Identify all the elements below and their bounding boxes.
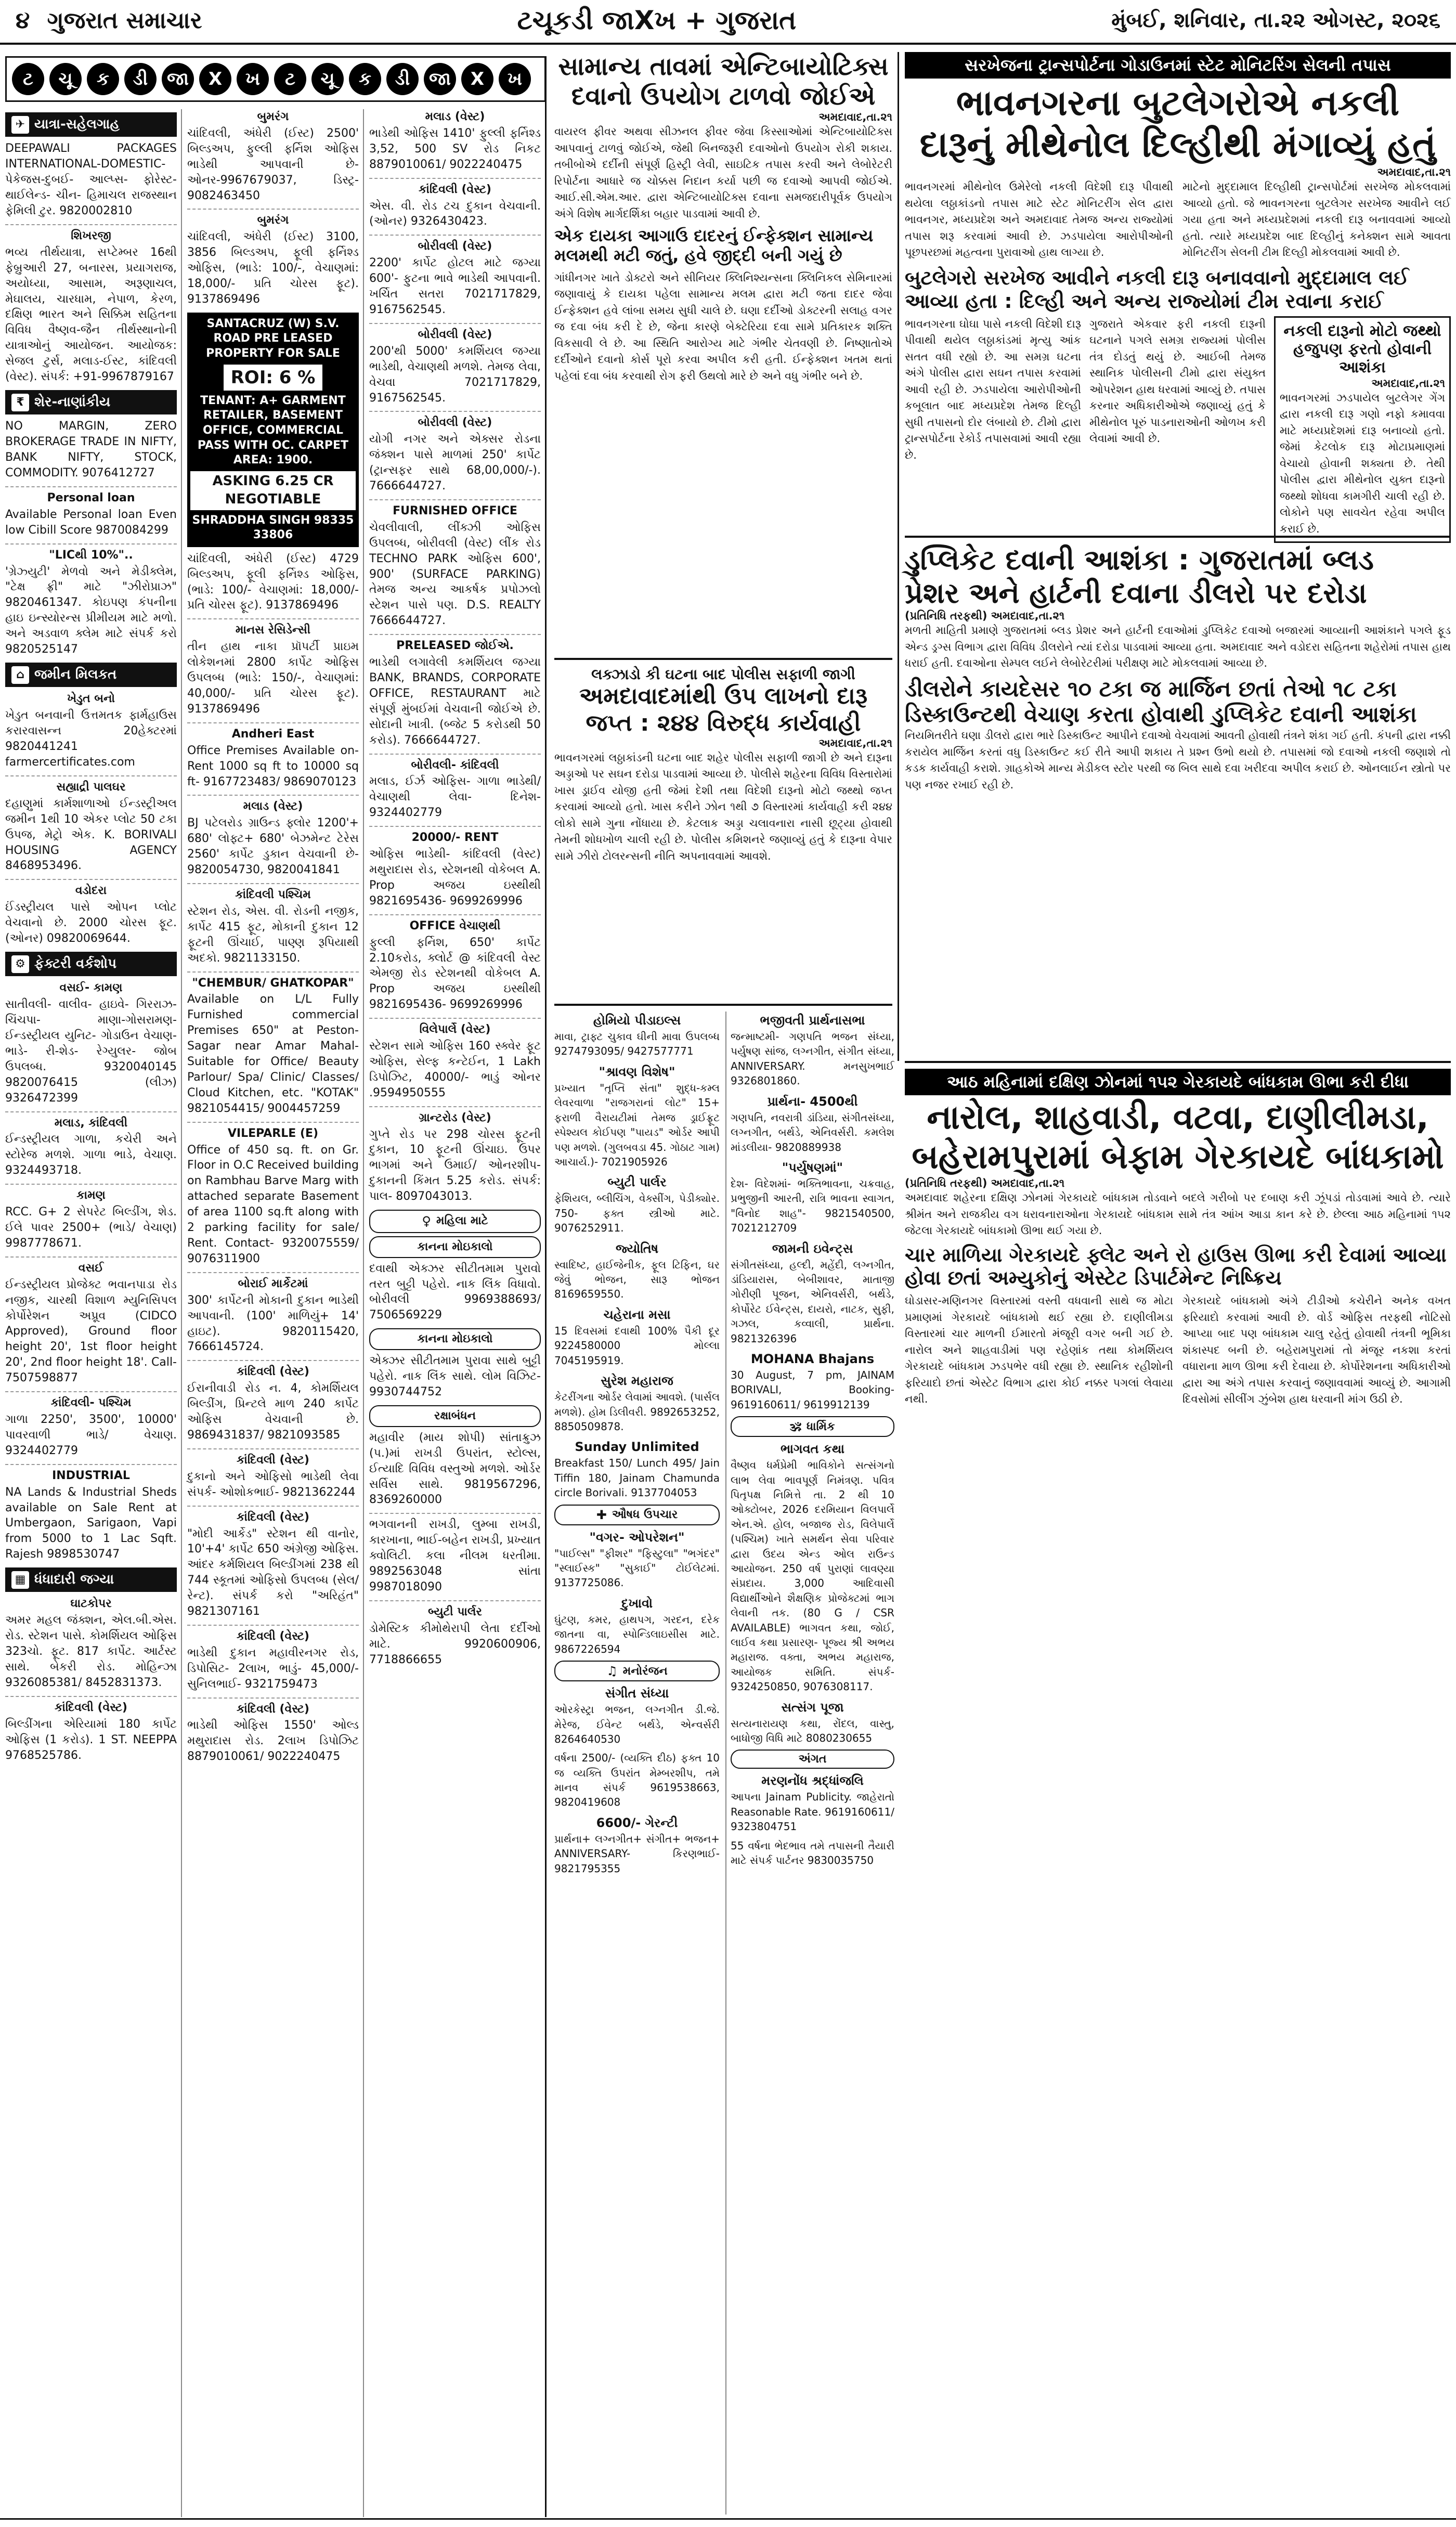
article-body: ભાવનગરમાં મીથેનોલ ઉમેરેલો નકલી વિદેશી દારૂ પીવાથી થયેલા લઠ્ઠાકાંડનો તપાસ માટે સ્ટેટ મોનિટરીંગ સેલ દ્વારા ભાવનગર, મધ્યપ્રદેશ અને અમદાવાદ તેમજ અન્ય રાજ્યોમાં તપાસ શરૂ કરવામાં આવી છે. ઝડપાયેલા આરોપીઓની પૂછપરછમાં મહત્વના પુરાવાઓ હાથ લાગ્યા છે. (905, 180, 1173, 259)
classified-ad: ભગવાનની રાખડી, લુમ્બા રાખડી, કારખાના, ભાઈ-બહેન રાખડી, પ્રખ્યાત ક્વોલિટી. કલા નીલમ ધરતીમા. 9892563048 સાંતા 9987018090 (369, 1518, 541, 1593)
band-letter: ચૂ (49, 63, 82, 95)
band-letter: X (461, 63, 493, 95)
article-body: વાયરલ ફીવર અથવા સીઝનલ ફીવર જેવા કિસ્સાઓમાં એન્ટિબાયોટિક્સ આપવાનું ટાળવું જોઈએ, જેથી બિનજરૂરી દવાઓનો ઉપયોગ રોકી શકાય. તબીબોએ દર્દીની સંપૂર્ણ હિસ્ટ્રી લેવી, સાઇટિક તપાસ કરવી અને લેબોરેટરી રિપોર્ટના આધારે જ ચોક્કસ નિદાન કર્યા પછી જ દવાઓ આપવી જોઈએ. આઈ.સી.એમ.આર. દ્વારા એન્ટિબાયોટિક્સ દવાના સમજદારીપૂર્વક ઉપયોગ અંગે વિશેષ માર્ગદર્શિકા બહાર પાડવામાં આવી છે. (554, 125, 892, 220)
classified-ad: સત્સંગ પૂજા સત્યનારાયણ કથા, રોંદલ, વાસ્તુ, બાધોજી વિધિ માટે 8080230655 (731, 1700, 894, 1744)
classified-ad: કાંદિવલી (વેસ્ટ) એસ. વી. રોડ ટચ દુકાન વેચવાની. (ઓનર) 9326430423. (369, 183, 541, 228)
page-number: ૪ (16, 7, 30, 34)
classified-ad: કાંદિવલી (વેસ્ટ) બિલ્ડીંગના એરિયામાં 180 કાર્પેટ ઓફિસ (1 કરોડ). 1 ST. NEEPPA 9768525786. (5, 1701, 177, 1762)
lower-classifieds-b (731, 1012, 894, 1872)
classified-ad: જામની ઇવેન્ટ્સ સંગીતસંધ્યા, હલ્દી, મહેંદી, લગ્નગીત, ડાંડિયારાસ, બેબીશાવર, માતાજી ગોરીણી પૂજન, એનિવર્સરી, બર્થડે, કોર્પોરેટ ઈવેન્ટ્સ, દાયરો, નાટક, સુફી, ગઝલ, કવ્વાલી, પ્રાર્થના. 9821326396 (731, 1241, 894, 1345)
band-letter: ચૂ (311, 63, 344, 95)
classified-ad: બોરીવલી (વેસ્ટ) 2200' કાર્પેટ હોટલ માટે જગ્યા 600'- ફુટના ભાવે ભાડેથી આપવાની. ખર્ચિત સતરા 7021717829, 9167562545. (369, 240, 541, 316)
article-body: ભાવનગરમાં લઠ્ઠાકાંડની ઘટના બાદ શહેર પોલીસ સફાળી જાગી છે અને દારૂના અડ્ડાઓ પર સઘન દરોડા પાડવામાં આવ્યા છે. પોલીસે શહેરના વિવિધ વિસ્તારોમાં ખાસ ડ્રાઈવ યોજી હતી જેમાં દેશી તથા વિદેશી દારૂનો મોટો જથ્થો જપ્ત કરવામાં આવ્યો હતો. ખાસ કરીને ઝોન ૧થી ૭ વિસ્તારમાં કાર્યવાહી કરી ૨૪૪ લોકો સામે ગુના નોંધાયા છે. કેટલાક અડ્ડા ચલાવનારા નાસી છૂટ્યા હોવાથી તેમની શોધખોળ ચાલી રહી છે. પોલીસ કમિશનરે જણાવ્યું હતું કે દારૂના વેપાર સામે ઝીરો ટોલરન્સની નીતિ અપનાવવામાં આવશે. (554, 751, 892, 862)
classified-ad: INDUSTRIAL NA Lands & Industrial Sheds available on Sale Rent at Umbergaon, Sarigaon, Vapi from 5000 to 1 Lac Sqft. Rajesh 9898530747 (5, 1469, 177, 1561)
classified-ad: એક્ઝર સીટીતમામ પુરાવા સાથે બુટ્ટી પહેરો. નાક લિંક સાથે. લોમ વિઝિટ- 9930744752 (369, 1354, 541, 1398)
classified-ad: MOHANA Bhajans 30 August, 7 pm, JAINAM BORIVALI, Booking- 9619160611/ 9619912139 (731, 1351, 894, 1411)
classified-ad: ચહેરાના મસા 15 દિવસમાં દવાથી 100% પૈકી દૂર 9224580000 મોલ્લા 7045195919. (554, 1307, 720, 1367)
music-icon: ♫ (606, 1664, 618, 1679)
divider (905, 536, 1451, 538)
article-body: ગેરકાયદે બાંધકામો અંગે ટીડીઓ કચેરીને અનેક વખત ફરિયાદો કરવામાં આવી છે. વોર્ડ ઓફિસ તરફથી નોટિસો આપ્યા બાદ પણ બાંધકામ ચાલુ રહેતું હોવાથી તંત્રની ભૂમિકા શંકાસ્પદ બની છે. બહેરામપુરામાં તો મંજૂર નકશા કરતાં વધારાના માળ ઊભા કરી દેવાયા છે. કોર્પોરેશનના અધિકારીઓ દ્વારા આ અંગે તપાસ કરવાનું જણાવવામાં આવ્યું છે. આગામી દિવસોમાં સીલીંગ ઝુંબેશ હાથ ધરવાની માંગ ઉઠી છે. (1182, 1294, 1451, 1406)
classified-ad: વસઈ- કામણ સાતીવલી- વાલીવ- હાઇવે- ગિરરાઝ- ચિંચપા- માણા-ગોસરામણ- ઈન્ડસ્ટ્રીયલ યુનિટ- ગોડાઉન વેચાણ- ભાડે- રી-શેડ- રેગ્યુલર- જોબ ઉપલબ્ધ. 9320040145 9820076415 (લીઝ) 9326472399 (5, 981, 177, 1105)
article-body: ઘોડાસર-મણિનગર વિસ્તારમાં વસ્તી વધવાની સાથે જ મોટા પ્રમાણમાં ગેરકાયદે બાંધકામો થઈ રહ્યા છે. દાણીલીમડા વિસ્તારમાં ચાર માળની ઈમારતો મંજૂરી વગર બની ગઈ છે. નારોલ અને શાહવાડીમાં પણ રહેણાંક તથા કોમર્શિયલ ગેરકાયદે બાંધકામ ઝડપભેર વધી રહ્યા છે. સ્થાનિક રહીશોની ફરિયાદો છતાં એસ્ટેટ વિભાગ દ્વારા કોઈ નક્કર પગલાં લેવાયા નથી. (905, 1294, 1173, 1406)
section-finance: ₹ શેર-નાણાંકીય (5, 390, 177, 414)
classified-ad: સંગીત સંધ્યા ઓરકેસ્ટ્રા ભજન, લગ્નગીત ડી.જે. મેરેજ, ઈવેન્ટ બર્થડે, એન્વર્સરી 8264640530 (554, 1686, 720, 1745)
classified-ad: સુરેશ મહારાજ કેટરીંગના ઓર્ડર લેવામાં આવશે. (પાર્સલ મળશે). હોમ ડિલીવરી. 9892653252, 8850509878. (554, 1373, 720, 1433)
divider (905, 1061, 1451, 1063)
section-commercial: ▦ ધંધાદારી જગ્યા (5, 1567, 177, 1592)
article-bhavnagar (905, 52, 1451, 543)
side-box (1274, 316, 1451, 543)
classified-ad: માનસ રેસિડેન્સી તીન હાથ નાકા પ્રૉપર્ટી પ્રાઇમ લોકેશનમાં 2800 કાર્પેટ ઓફિસ ઉપલબ્ધ (ભાડે: 150/-, વેચાણમાં: 40,000/- પ્રતિ ચોરસ ફૂટ). 9137869496 (187, 624, 359, 716)
chart-icon: ₹ (11, 394, 29, 411)
side-box-dateline: અમદાવાદ,તા.૨૧ (1371, 377, 1445, 390)
band-letter: X (199, 63, 231, 95)
section-title: ટચૂકડી જાXખ + ગુજરાત (517, 5, 797, 35)
woman-icon: ♀ (422, 1214, 431, 1229)
column-divider (363, 109, 364, 2517)
headline: દવાનો ઉપયોગ ટાળવો જોઈએ (571, 81, 876, 111)
classified-ad: ગ્રાન્ટરોડ (વેસ્ટ) ગુપ્તે રોડ પર 298 ચોરસ ફૂટની દુકાન, 10 ફૂટની ઊંચાઇ. ઉપર ભાગમાં અને ઉમાઈ/ ઓનરશીપ- દુકાનની કિંમત 5.25 કરોડ. સંપર્ક: પાલ- 8097043013. (369, 1111, 541, 1203)
article-body: ગાંધીનગર ખાતે ડોક્ટરો અને સીનિયર ક્લિનિશ્યન્સના ક્લિનિકલ સેમિનારમાં જણાવાયું કે દાયકા પહેલા સામાન્ય મલમ દ્વારા મટી જતા દાદર જેવા ઈન્ફેક્શન હવે લાંબા સમય સુધી ચાલે છે. ઘણા દર્દીઓ ડોક્ટરની સલાહ વગર જ દવા બંધ કરી દે છે, જેના કારણે બેક્ટેરિયા દવા સામે પ્રતિકારક શક્તિ વિકસાવી લે છે. આ સ્થિતિ આરોગ્ય માટે ગંભીર ચેતવણી છે. નિષ્ણાતોએ દર્દીઓને દવાનો કોર્સ પૂરો કરવા અપીલ કરી હતી. ઈન્ફેક્શન ખતમ થતાં પહેલાં દવા બંધ કરવાથી રોગ ફરી ઉથલો મારે છે અને વધુ ગંભીર બને છે. (554, 271, 892, 382)
subheadline: ડીલરોને કાયદેસર ૧૦ ટકા જ માર્જિન છતાં તેઓ ૧૮ ટકા (905, 676, 1397, 702)
classified-ad: બુમરંગ ચાંદિવલી, અંધેરી (ઈસ્ટ) 3100, 3856 બિલ્ડઅપ, ફૂલી ફર્નિશ્ડ ઓફિસ, (ભાડે: 100/-, વેચાણમાં: 18,000/- પ્રતિ ચોરસ ફૂટ). 9137869496 (187, 214, 359, 306)
classified-ad: VILEPARLE (E) Office of 450 sq. ft. on Gr. Floor in O.C Received building on Rambhau Barve Marg with attached separate Basement of area 1100 sq.ft along with 2 parking facility for sale/ Rent. Contact- 9320075559/ 9076311900 (187, 1126, 359, 1265)
kicker: આઠ મહિનામાં દક્ષિણ ઝોનમાં ૧૫૨ ગેરકાયદે બાંધકામ ઊભા કરી દીધા (905, 1069, 1451, 1095)
subheadline: ડિસ્કાઉન્ટથી વેચાણ કરતા હોવાથી ડુપ્લિકેટ દવાની આશંકા (905, 702, 1417, 728)
classified-ad: બોરીવલી- કાંદિવલી મલાડ, ઈર્ઝ ઓફિસ- ગાળા ભાડેથી/ વેચાણથી લેવા- દિનેશ- 9324402779 (369, 758, 541, 820)
classified-ad: "પર્યુષણમાં" દેશ- વિદેશમાં- ભક્તિભાવના, ચક્રવાહ, પ્રભુજીની આરતી, રાત્રિ ભાવના સ્વાગત, "વિનોદ શાહ"- 9821540500, 7021212709 (731, 1160, 894, 1235)
classified-ad: વર્ષના 2500/- (વ્યક્તિ દીઠ) ફક્ત 10 જ વ્યક્તિ ઉપરાંત મેમ્બરશીપ, તમે માનવ સંપર્ક 9619538663, 9820419608 (554, 1752, 720, 1809)
land-icon: ⌂ (11, 666, 29, 684)
classified-ad: મલાડ, કાંદિવલી ઈન્ડસ્ટ્રીયલ ગાળા, કચેરી અને સ્ટોરેજ મળશે. ગાળા ભાડે, વેચાણ. 9324493718. (5, 1116, 177, 1177)
classified-ad: કાંદિવલી પશ્ચિમ સ્ટેશન રોડ, એસ. વી. રોડની નજીક, કાર્પેટ 415 ફૂટ, મોકાની દુકાન 12 ફૂટની ઊંચાઈ, પાણ્ણ રૂપિયાથી અદકો. 9821133150. (187, 888, 359, 965)
section-travel: ✈ યાત્રા-સહેલગાહ (5, 112, 177, 137)
top-rule (0, 43, 1456, 45)
classified-ad: બ્યુટી પાર્લર ડોમેસ્ટિક કીમોથેરાપી લેતા દર્દીઓ માટે. 9920600906, 7718866655 (369, 1605, 541, 1666)
tag-entertainment: ♫ મનોરંજન (554, 1661, 720, 1681)
tag-rakhi: રક્ષાબંધન (369, 1405, 541, 1427)
article-duplicate-medicine (905, 543, 1451, 793)
classified-ad: હોમિયો પીડાઇલ્સ માવા, ટ્રાફ્ટ ચુકાવ ઘીની માવા ઉપલબ્ધ 9274793095/ 9427577771 (554, 1013, 720, 1058)
bottom-rule (0, 2518, 1456, 2520)
classified-ad: 6600/- ગેરન્ટી પ્રાર્થના+ લગ્નગીત+ સંગીત+ ભજન+ ANNIVERSARY- કિરણભાઈ- 9821795355 (554, 1815, 720, 1875)
headline: દારૂનું મીથેનોલ દિલ્હીથી મંગાવ્યું હતું (919, 124, 1436, 166)
tag-women: ♀ મહિલા માટે (369, 1210, 541, 1233)
section-land: ⌂ જમીન મિલકત (5, 663, 177, 687)
classified-ad: "CHEMBUR/ GHATKOPAR" Available on L/L Fully Furnished commercial Premises 650" at Peston-Sagar near Amar Mahal-Suitable for Office/ Beauty Parlour/ Spa/ Clinic/ Classes/ Cloud Kitchen, etc. "KOTAK" 9821054415/ 9004457259 (187, 976, 359, 1115)
classified-ad: શિખરજી ભવ્ય તીર્થયાત્રા, સપ્ટેમ્બર 16થી ફેબ્રુઆરી 27, બનારસ, પ્રયાગરાજ, અયોધ્યા, આસામ, અરૂણાચલ, મેઘાલય, ચારધામ, નેપાળ, કેરળ, દક્ષિણ ભારત અને સિક્કિમ સહિતના વિવિધ વૈષ્ણવ-જૈન તીર્થસ્થાનોની યાત્રાઓનું આયોજન. આયોજક: સેજલ ટુર્સ, મલાડ-ઈસ્ટ, કાંદિવલી (વેસ્ટ). સંપર્ક: +91-9967879167 (5, 229, 177, 384)
divider (554, 658, 892, 660)
classified-ad: મરણનોંધ શ્રદ્ધાંજલિ આપના Jainam Publicity. જાહેરાતો Reasonable Rate. 9619160611/ 9323804751 (731, 1773, 894, 1833)
classified-ad: મલાડ (વેસ્ટ) BJ પટેલરોડ ગ્રાઉન્ડ ફ્લોર 1200'+ 680' લોફ્ટ+ 680' બેઝમેન્ટ ટેરેસ 2560' કાર્પેટ ડુકાન વેચવાની છે- 9820054730, 9820041841 (187, 800, 359, 877)
classified-ad: કાંદિવલી (વેસ્ટ) ભાડેથી દુકાન મહાવીરનગર રોડ, ડિપોસિટ- 2લાખ, ભાડું- 45,000/- સુનિલભાઈ- 9321759473 (187, 1629, 359, 1691)
classified-ad: ભાગવત કથા વૈષ્ણવ ધર્મપ્રેમી ભાવિકોને સત્સંગનો લાભ લેવા ભાવપૂર્ણ નિમંત્રણ. પવિત્ર પિતૃપક્ષ નિમિત્તે તા. 2 થી 10 ઓક્ટોબર, 2026 દરમિયાન વિલપાર્લે એન.એ. હોલ, બજાજ રોડ, વિલેપાર્લે (પશ્ચિમ) ખાતે સમર્થન સેવા પરિવાર દ્વારા ઉદય એન્ડ ઓલ રાઉન્ડ આયોજન. 250 વર્ષ પુરાણાં લાવણ્યા સંપ્રદાય. 3,000 આદિવાસી વિદ્યાર્થીઓને શૈક્ષણિક પ્રોજેક્ટમાં ભાગ લેવાની તક. (80 G / CSR AVAILABLE) ભાગવત કથા, જોઈ, લાઈવ કથા પ્રસારણ- પૂજ્ય શ્રી અભય મહારાજ. વક્તા, અભય મહારાજ, આયોજક સમિતિ. સંપર્ક- 9324250850, 9076308117. (731, 1442, 894, 1693)
subheadline: એક દાયકા આગાઉ દાદરનું ઈન્ફેક્શન સામાન્ય મલમથી મટી જતું, હવે જીદ્દી બની ગયું છે (554, 226, 874, 265)
article-body: અમદાવાદ શહેરના દક્ષિણ ઝોનમાં ગેરકાયદે બાંધકામ તોડવાને બદલે ગરીબો પર દબાણ કરી ઝૂંપડાં તોડવામાં આવે છે. ત્યારે શ્રીમંત અને રાજકીય વગ ધરાવનારાઓના ગેરકાયદે બાંધકામ સામે તંત્ર આંખ આડા કાન કરે છે. છેલ્લા આઠ મહિનામાં ૧૫૨ જેટલા ગેરકાયદે બાંધકામો ઊભા થઈ ગયા છે. (905, 1191, 1451, 1237)
classified-ad: વડોદરા ઈંડસ્ટ્રીયલ પાસે ઓપન પ્લોટ વેચવાનો છે. 2000 ચોરસ ફૂટ. (ઓનર) 09820069644. (5, 884, 177, 945)
subheadline: આવ્યા હતા : દિલ્હી અને અન્ય રાજ્યોમાં ટીમ રવાના કરાઈ (905, 289, 1384, 313)
classified-ad: દવાથી એક્ઝર સીટીતમામ પુરાવો તરત બુટ્ટી પહેરો. નાક લિંક વિધાવો. બોરીવલી 9969388693/ 7506569229 (369, 1262, 541, 1322)
subheadline: ચાર માળિયા ગેરકાયદે ફ્લેટ અને રો હાઉસ ઊભા કરી દેવામાં આવ્યા (905, 1243, 1447, 1266)
article-body: ગુજરાતે એકવાર ફરી નકલી દારૂની ઘટનાને પગલે સમગ્ર રાજ્યમાં પોલીસ તંત્ર દોડતું થયું છે. આઈબી તેમજ સ્થાનિક પોલીસની ટીમો દ્વારા સંયુક્ત ઓપરેશન હાથ ધરવામાં આવ્યું છે. તપાસ કરનાર અધિકારીઓએ જણાવ્યું હતું કે મીથેનોલ પૂરું પાડનારાઓની ઓળખ કરી લેવામાં આવી છે. (1089, 317, 1266, 445)
headline: ડુપ્લિકેટ દવાની આશંકા : ગુજરાતમાં બ્લડ (905, 543, 1374, 576)
bus-icon: ✈ (11, 116, 29, 134)
shop-icon: ▦ (11, 1571, 29, 1589)
classified-ad: ચાંદિવલી, અંધેરી (ઈસ્ટ) 4729 બિલ્ડઅપ, ફૂલી ફર્નિશ્ડ ઓફિસ, (ભાડે: 100/- વેચાણમાં: 18,000/- પ્રતિ ચોરસ ફૂટ). 9137869496 (187, 552, 359, 612)
headline: ભાવનગરના બુટલેગરોએ નકલી (956, 83, 1400, 124)
temple-icon: 🕉 (790, 1419, 801, 1434)
subheadline: બુટલેગરો સરખેજ આવીને નકલી દારૂ બનાવવાનો મુદ્દામાલ લઈ (905, 266, 1409, 289)
headline-kicker: લક્ઝાડો કી ઘટના બાદ પોલીસ સફાળી જાગી (591, 666, 855, 683)
band-letter: ખ (499, 63, 531, 95)
paper-name: ગુજરાત સમાચાર (47, 7, 202, 34)
classified-ad: પ્રાર્થના- 4500થી ગણપતિ, નવરાત્રી ડાંડિયા, સંગીતસંધ્યા, લગ્નગીત, બર્થડે, એનિવર્સરી. કમલેશ માંડલીયા- 9820889938 (731, 1094, 894, 1154)
classified-ad: PRELEASED જોઈએ. ભાડેથી લગાવેલી કમર્શિયલ જગ્યા BANK, BRANDS, CORPORATE OFFICE, RESTAURANT માટે સંપૂર્ણ મુંબઈમાં વેચવાની જોઈએ છે. સોદાની ખાત્રી. (બ્જેટ 5 કરોડથી 50 કરોડ). 7666644727. (369, 639, 541, 747)
article-dateline: અમદાવાદ,તા.૨૧ (818, 736, 892, 749)
classified-ad: OFFICE વેચાણથી ફુલ્લી ફર્નિશ, 650' કાર્પેટ 2.10કરોડ, ક્લોર્ટ @ કાંદિવલી વેસ્ટ એમજી રોડ સ્ટેશનથી વોકેબલ A. Prop અજય ઇસ્થીથી 9821695436- 9699269996 (369, 919, 541, 1012)
promo-box: SANTACRUZ (W) S.V. ROAD PRE LEASED PROPERTY FOR SALE ROI: 6 % TENANT: A+ GARMENT RETAILER, BASEMENT OFFICE, COMMERCIAL PASS WITH OC. CARPET AREA: 1900. ASKING 6.25 CR NEGOTIABLE SHRADDHA SINGH 98335 33806 (187, 313, 359, 547)
classified-ad: બોરાઈ માર્કેટમાં 300' કાર્પેટની મોકાની દુકાન ભાડેથી આપવાની. (100' માળિયું+ 14' હાઇટ). 9820115420, 7666145724. (187, 1277, 359, 1354)
classified-ad: બોરીવલી (વેસ્ટ) યોગી નગર અને એક્સર રોડના જંક્શન પાસે માળમાં 250' કાર્પેટ (ટ્રાન્સફર સાથે 68,00,000/-). 7666644727. (369, 416, 541, 493)
classified-ad: ભજીવતી પ્રાર્થનાસભા જન્માષ્ટમી- ગણપતિ ભજન સંધ્યા, પર્યુષણ સાંજ, લગ્નગીત, સંગીત સંધ્યા, ANNIVERSARY. મનસુખભાઈ 9326801860. (731, 1013, 894, 1087)
article-body: નિયમિતરીતે ઘણા ડીલરો દ્વારા ભારે ડિસ્કાઉન્ટ આપીને દવાઓ વેચવામાં આવતી હોવાથી તંત્રને શંકા ગઈ હતી. કંપની દ્વારા નક્કી કરાયેલ માર્જિન કરતાં વધુ ડિસ્કાઉન્ટ કઈ રીતે આપી શકાય તે પ્રશ્ન ઉભો થયો છે. તપાસમાં જો દવાઓ નકલી જણાશે તો કડક કાર્યવાહી કરાશે. ગ્રાહકોએ માન્ય મેડીકલ સ્ટોર પરથી જ બિલ સાથે દવા ખરીદવા અપીલ કરાઈ છે. ઓનલાઈન સ્ત્રોતો પર પણ નજર રખાઈ રહી છે. (905, 729, 1451, 791)
subheadline: હોવા છતાં અમ્યુકોનું એસ્ટેટ ડિપાર્ટમેન્ટ નિષ્ક્રિય (905, 1266, 1282, 1290)
column-divider (181, 109, 182, 2517)
divider (554, 1004, 892, 1006)
classified-ad: જ્યોતિષ સ્વાદિષ્ટ, હાઈજેનીક, ફૂલ ટિફિન, ઘર જેવું ભોજન, સારૂ ભોજન 8169659550. (554, 1241, 720, 1301)
classified-ad: NO MARGIN, ZERO BROKERAGE TRADE IN NIFTY, BANK NIFTY, STOCK, COMMODITY. 9076412727 (5, 420, 177, 480)
headline: જપ્ત : ૨૪૪ વિરુદ્ધ કાર્યવાહી (586, 709, 861, 736)
tag-ear: કાનના મોઇકાલો (369, 1236, 541, 1258)
band-letter: ખ (237, 63, 269, 95)
headline: અમદાવાદમાંથી ઉપ લાખનો દારૂ (579, 683, 868, 710)
tag-personal: અંગત (731, 1750, 894, 1769)
classified-ad: "વગર- ઓપરેશન" "પાઈલ્સ" "ફીશર" "ફિસ્ટુલા" "ભગંદર" "સ્લાઈસ્ક" "સુકાઈ" ટોઈલેટમાં. 9137725086. (554, 1530, 720, 1589)
band-letter: જા (162, 63, 194, 95)
side-box-body: ભાવનગરમાં ઝડપાયેલ બુટલેગર ગેંગ દ્વારા નકલી દારૂ ગણો નફો કમાવવા માટે મધ્યપ્રદેશમાં દારૂ બનાવ્યો હતો. જેમાં કેટલોક દારૂ મોટાપ્રમાણમાં વેચાયો હોવાની શક્યતા છે. તેથી પોલીસ દ્વારા મીથેનોલ યુક્ત દારૂનો જથ્થો શોધવા કામગીરી ચાલી રહી છે. લોકોને પણ સાવચેત રહેવા અપીલ કરાઈ છે. (1280, 391, 1445, 535)
classified-ad: મહાવીર (માય શોપી) સાંતાક્રુઝ (પ.)માં રાખડી ઉપરાંત, સ્ટોલ્સ, ઈત્યાદિ વિવિધ વસ્તુઓ મળશે. ઓર્ડર સર્વિસ સાથે. 9819567296, 8369260000 (369, 1431, 541, 1507)
classified-ad: કાંદિવલી (વેસ્ટ) ઈરાનીવાડી રોડ ન. 4, કોમર્શિયલ બિલ્ડીંગ, પ્રિન્ટલે માળ 240 કાર્પેટ ઓફિસ વેચવાની છે. 9869431837/ 9821093585 (187, 1365, 359, 1442)
medical-cross-icon: ✚ (596, 1507, 607, 1522)
classified-ad: ઘાટકોપર અમર મહલ જંક્શન, એલ.બી.એસ. રોડ. સ્ટેશન પાસે. કોમર્શિયલ ઓફિસ 323ચો. ફૂટ. 817 કાર્પેટ. આર્ટસ્ટ સાથે. બેકરી રોડ. મોહિન્ઝા 9326085381/ 8452831373. (5, 1597, 177, 1690)
article-body: માટેનો મુદ્દામાલ દિલ્હીથી ટ્રાન્સપોર્ટમાં સરખેજ મોકલવામાં આવ્યો હતો. જે ભાવનગરના બુટલેગર સરખેજ આવીને લઈ ગયા હતા અને મધ્યપ્રદેશમાં નકલી દારૂ બનાવવામાં આવ્યો હતો. ત્યારે મધ્યપ્રદેશ બાદ દિલ્હીનું કનેક્શન સામે આવતા મોનિટરીંગ સેલની ટીમ દિલ્હી મોકલવામાં આવી છે. (1182, 180, 1451, 259)
classified-ad: મલાડ (વેસ્ટ) ભાડેથી ઓફિસ 1410' ફુલ્લી ફર્નિશ્ડ 3,52, 500 SV રોડ નિકટ 8879010061/ 9022240475 (369, 110, 541, 171)
classified-ad: દુખાવો ઘુંટણ, કમર, હાથપગ, ગરદન, દરેક જાતના વા, સ્પોન્ડિલાઇસીસ માટે. 9867226594 (554, 1596, 720, 1655)
classified-ad: કાંદિવલી (વેસ્ટ) ભાડેથી ઓફિસ 1550' ઓલ્ડ મથુરાદાસ રોડ. 2લાખ ડિપોઝિટ 8879010061/ 9022240475 (187, 1702, 359, 1764)
article-illegal-construction (905, 1069, 1451, 1408)
band-letter: ટ (12, 63, 44, 95)
classified-ad: કામણ RCC. G+ 2 સેપરેટ બિલ્ડીંગ, શેડ. ઈલે પાવર 2500+ (ભાડે/ વેચાણ) 9987778671. (5, 1189, 177, 1250)
band-letter: ક (87, 63, 119, 95)
classified-ad: કાંદિવલી- પશ્ચિમ ગાળા 2250', 3500', 10000' પાવરવાળી ભાડે/ વેચાણ. 9324402779 (5, 1396, 177, 1457)
classified-ad: કાંદિવલી (વેસ્ટ) દુકાનો અને ઓફિસો ભાડેથી લેવા સંપર્ક- ઓશોકભાઈ- 9821362244 (187, 1453, 359, 1499)
column-divider (898, 52, 899, 1061)
classified-ad: બોરીવલી (વેસ્ટ) 200'થી 5000' કમર્શિયલ જગ્યા ભાડેથી, વેચાણથી મળશે. તેમજ લેવા, વેચવા 7021717829, 9167562545. (369, 328, 541, 405)
masthead (0, 0, 1456, 41)
article-liquor-seizure (554, 666, 892, 864)
classified-ad: બ્યુટી પાર્લર ફેશિયલ, બ્લીચિંગ, વેક્સીંગ, પેડીક્યોર. 750- ફક્ત સ્ત્રીઓ માટે. 9076252911. (554, 1175, 720, 1235)
classified-ad: DEEPAWALI PACKAGES INTERNATIONAL-DOMESTIC- પેકેજસ-દુબઈ- આલ્પ્સ- ફોરેસ્ટ- થાઈલેન્ડ- ચીન- હિમાચલ રાજસ્થાન ફેમિલી ટુર. 9820002810 (5, 142, 177, 217)
classified-ad: "LICથી 10%".. 'ગ્રેઝ્યુટી' મેળવો અને મેડીક્લેમ, "ટેક્ષ ફ્રી" માટે "ઝીરોપ્રાઝ" 9820461347. કોઇપણ કંપનીના હાઇ ઇન્સ્યોરન્સ પ્રીમીયમ માટે મળો. અને અડવાળ ક્લેમ માટે સંપર્ક કરો 9820525147 (5, 548, 177, 656)
classified-ad: ખેડુત બનો ખેડુત બનવાની ઉત્તમતક ફાર્મહાઉસ કરારવાસન્ન 20હેક્ટરમાં 9820441241 farmercertificates.com (5, 692, 177, 769)
article-body: મળતી માહિતી પ્રમાણે ગુજરાતમાં બ્લડ પ્રેશર અને હાર્ટની દવાઓમાં ડુપ્લિકેટ દવાઓ બજારમાં આવ્યાની આશંકાને પગલે ફૂડ એન્ડ ડ્રગ્સ વિભાગ દ્વારા વિવિધ ડીલરોને ત્યાં દરોડા પાડવામાં આવ્યા હતા. અમદાવાદ અને વડોદરા સહિતના શહેરોમાં તપાસ હાથ ધરાઈ હતી. દવાઓના સેમ્પલ લઈને લેબોરેટરીમાં પરીક્ષણ માટે મોકલવામાં આવ્યા છે. (905, 624, 1451, 670)
classifieds-column-3 (369, 109, 541, 1673)
column-divider (545, 56, 547, 2517)
classifieds-column-2 (187, 109, 359, 1770)
article-dateline: (પ્રતિનિધિ તરફથી) અમદાવાદ,તા.૨૧ (905, 610, 1065, 623)
classified-ad: વસઈ ઈન્ડસ્ટ્રીયલ પ્રોજેક્ટ ભવાનપાડા રોડ નજીક, ચારથી વિશાળ મ્યુનિસિપલ કોર્પોરેશન અપ્રૂવ (CIDCO Approved), Ground floor height 20', 1st floor height 20', 2nd floor height 18'. Call- 7507598877 (5, 1261, 177, 1385)
classified-ad: 55 વર્ષના ભેદભાવ તમે તપાસની તૈયારી માટે સંપર્ક પાર્ટનર 9830035750 (731, 1839, 894, 1867)
article-dateline: અમદાવાદ,તા.૨૧ (1377, 166, 1451, 179)
classified-ad: Andheri East Office Premises Available on- Rent 1000 sq ft to 10000 sq ft- 9167723483/ 9869070123 (187, 727, 359, 788)
column-divider (725, 1012, 726, 2515)
classified-ad: Personal loan Available Personal loan Even low Cibill Score 9870084299 (5, 491, 177, 537)
article-body: ભાવનગરના ઘોઘા પાસે નકલી વિદેશી દારૂ પીવાથી થયેલ લઠ્ઠાકાંડમાં મૃત્યુ આંક સતત વધી રહ્યો છે. આ સમગ્ર ઘટના અંગે પોલીસ દ્વારા સઘન તપાસ કરવામાં આવી રહી છે. ઝડપાયેલા આરોપીઓની કબૂલાત બાદ મધ્યપ્રદેશ તેમજ દિલ્હી સુધી તપાસનો દોર લંબાયો છે. ટીમો દ્વારા ટ્રાન્સપોર્ટના રેકોર્ડ તપાસવામાં આવી રહ્યા છે. (905, 317, 1081, 461)
article-dateline: (પ્રતિનિધિ તરફથી) અમદાવાદ,તા.૨૧ (905, 1177, 1065, 1190)
band-letter: ડી (124, 63, 157, 95)
factory-icon: ⚙ (11, 955, 29, 973)
kicker: સરખેજના ટ્રાન્સપોર્ટના ગોડાઉનમાં સ્ટેટ મોનિટરિંગ સેલની તપાસ (905, 52, 1451, 79)
classified-ad: "શ્રાવણ વિશેષ" પ્રખ્યાત "તૃપ્તિ સંતા" શુદ્ધ-કમ્લ લેવરવાળા "રાજગરાનાં લોટ" 15+ ફરાળી વૈરાયટીમાં તેમજ ડ્રાઈફ્રૂટ સ્પેશ્યલ કોઈપણ "પાયડ" ઓર્ડર આપી પણ મળશે. (ગુલબવડા 45. ગોઠાટ ગામ) આચાર્ય.)- 7021905926 (554, 1064, 720, 1168)
band-letter: જા (424, 63, 456, 95)
band-letter: ક (349, 63, 381, 95)
article-antibiotics (554, 52, 892, 384)
headline: પ્રેશર અને હાર્ટની દવાના ડીલરો પર દરોડા (905, 576, 1367, 610)
masthead-left (16, 7, 202, 34)
tag-religious: 🕉 ધાર્મિક (731, 1416, 894, 1437)
lower-classifieds-a (554, 1012, 720, 1880)
article-dateline: અમદાવાદ,તા.૨૧ (818, 111, 892, 124)
band-letter: ડી (386, 63, 419, 95)
classified-ad: બુમરંગ ચાંદિવલી, અંધેરી (ઈસ્ટ) 2500' બિલ્ડઅપ, ફુલ્લી ફર્નિશ ઓફિસ ભાડેથી આપવાની છે- ઓનર-9967679037, ડિસ્ટ્ર- 9082463450 (187, 110, 359, 202)
classified-ad: 20000/- RENT ઓફિસ ભાડેથી- કાંદિવલી (વેસ્ટ) મથુરાદાસ રોડ, સ્ટેશનથી વોકેબલ A. Prop અજય ઇસ્થીથી 9821695436- 9699269996 (369, 831, 541, 908)
classified-ad: સહ્યાદ્રી પાલઘર દહાણુમાં કાર્મશાળાઓ ઈન્ડસ્ટ્રીઅલ જમીન 1થી 10 એકર પ્લોટ 50 ટકા ઉપજ, મેટ્રો એક. K. BORIVALI HOUSING AGENCY 8468953496. (5, 780, 177, 873)
classifieds-column-1 (5, 109, 177, 1769)
classified-ad: વિલેપાર્લે (વેસ્ટ) સ્ટેશન સામે ઓફિસ 160 સ્ક્વેર ફૂટ ઓફિસ, સેલ્ફ કન્ટેઈન, 1 Lakh ડિપોઝિટ, 40000/- ભાડું ઓનર .9594950555 (369, 1023, 541, 1099)
section-factory: ⚙ ફેક્ટરી વર્કશોપ (5, 952, 177, 976)
headline: બહેરામપુરામાં બેફામ ગેરકાયદે બાંધકામો (912, 1137, 1444, 1176)
side-box-title: નકલી દારૂનો મોટો જથ્થો હજુપણ ફરતો હોવાની આશંકા (1283, 321, 1441, 377)
headline: સામાન્ય તાવમાં એન્ટિબાયોટિક્સ (558, 52, 889, 81)
classified-ad: કાંદિવલી (વેસ્ટ) "મોદી આર્કેડ" સ્ટેશન થી વાનોર, 10'+4' કાર્પેટ 650 અંગ્રેજી ઓફિસ. આંદર કર્મશિયલ બિલ્ડીંગમાં 238 થી 744 સ્કૂતમાં ઓફિસો ઉપલબ્ધ (સેલ/ રેન્ટ). સંપર્ક કરો "અરિહંત" 9821307161 (187, 1510, 359, 1618)
tag-medicine: ✚ ઔષધ ઉપચાર (554, 1505, 720, 1525)
dateline: મુંબઈ, શનિવાર, તા.૨૨ ઓગસ્ટ, ૨૦૨૬ (1111, 8, 1440, 32)
tag-ear-2: કાનના મોઇકાલો (369, 1328, 541, 1350)
classified-ad: Sunday Unlimited Breakfast 150/ Lunch 495/ Jain Tiffin 180, Jainam Chamunda circle Borivali. 9137704053 (554, 1440, 720, 1499)
band-letter: ટ (274, 63, 306, 95)
headline: નારોલ, શાહવાડી, વટવા, દાણીલીમડા, (927, 1098, 1429, 1137)
classifieds-band (5, 56, 546, 102)
classified-ad: FURNISHED OFFICE ચેવલીવાલી, લીંક્ઝી ઓફિસ ઉપલબ્ધ, બોરીવલી (વેસ્ટ) લીંક રોડ TECHNO PARK ઓફિસ 600', 900' (SURFACE PARKING) તેમજ અન્ય આકર્ષક પ્રપોઝલો સ્ટેશન પાસે પણ. D.S. REALTY 7666644727. (369, 504, 541, 628)
